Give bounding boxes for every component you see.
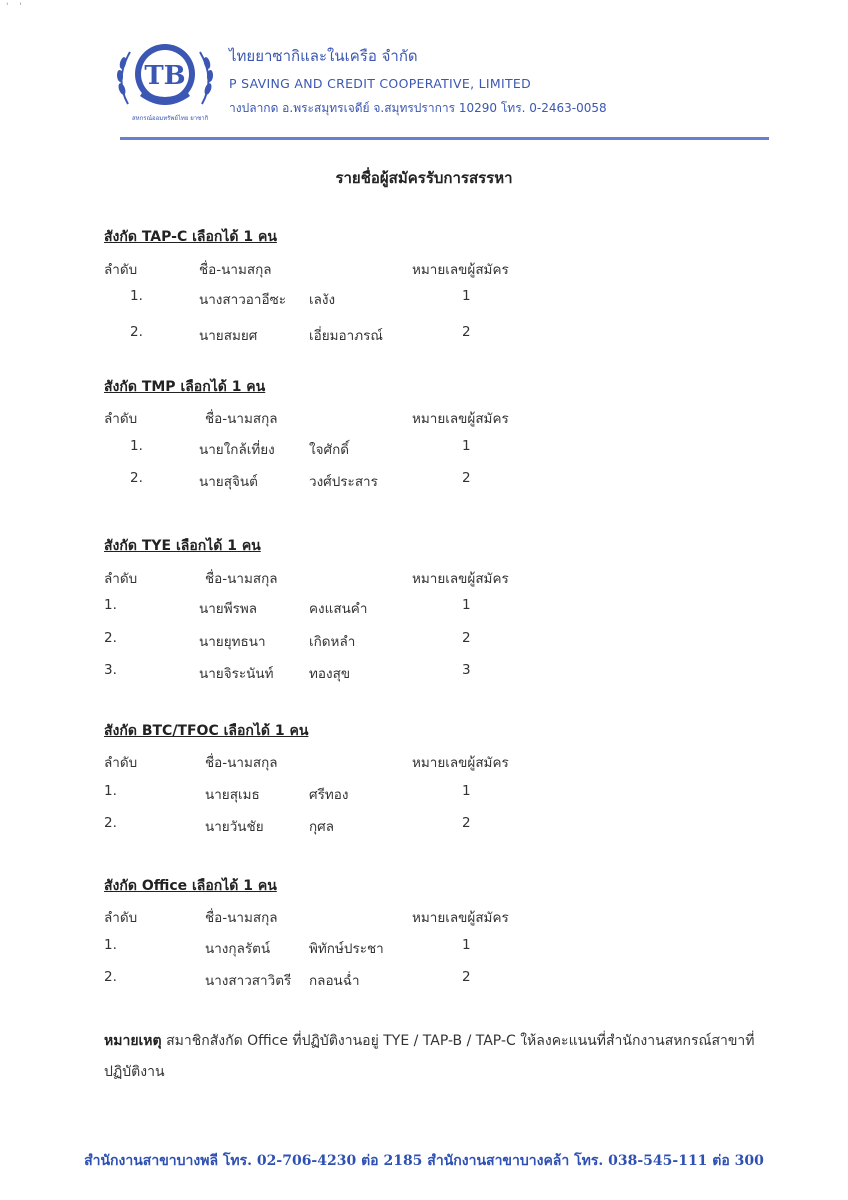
column-header-number: หมายเลขผู้สมัคร — [412, 755, 509, 771]
column-header-index: ลำดับ — [104, 411, 138, 427]
row-first-name: นายสุจินต์ — [199, 474, 258, 490]
row-index: 1. — [104, 783, 117, 799]
scan-artifact: ' ' — [6, 2, 26, 12]
section-title: สังกัด Office เลือกได้ 1 คน — [104, 878, 277, 894]
section-title: สังกัด TAP-C เลือกได้ 1 คน — [104, 229, 277, 245]
row-index: 2. — [130, 324, 143, 340]
column-header-name: ชื่อ-นามสกุล — [205, 411, 278, 427]
row-last-name: ใจศักดิ์ — [309, 442, 350, 458]
column-header-index: ลำดับ — [104, 755, 138, 771]
row-first-name: นางสาวอาอีซะ — [199, 292, 287, 308]
row-candidate-number: 1 — [462, 783, 471, 799]
remark-label: หมายเหตุ — [104, 1033, 162, 1049]
column-header-number: หมายเลขผู้สมัคร — [412, 411, 509, 427]
row-first-name: นายยุทธนา — [199, 634, 266, 650]
row-candidate-number: 2 — [462, 324, 471, 340]
row-last-name: พิทักษ์ประชา — [309, 941, 384, 957]
row-index: 2. — [104, 630, 117, 646]
row-last-name: คงแสนคำ — [309, 601, 368, 617]
svg-text:TB: TB — [144, 61, 186, 91]
section-title: สังกัด TMP เลือกได้ 1 คน — [104, 379, 266, 395]
row-last-name: กุศล — [309, 819, 335, 835]
column-header-name: ชื่อ-นามสกุล — [205, 755, 278, 771]
document-title: รายชื่อผู้สมัครรับการสรรหา — [335, 169, 513, 187]
row-last-name: วงศ์ประสาร — [309, 474, 378, 490]
row-candidate-number: 1 — [462, 597, 471, 613]
remark-text: สมาชิกสังกัด Office ที่ปฏิบัติงานอยู่ TYE / TAP-B / TAP-C ให้ลงคะแนนที่สำนักงานสหกรณ์สาขาที่ปฏิบัติงาน — [104, 1033, 755, 1080]
row-index: 1. — [130, 288, 143, 304]
row-first-name: นายสมยศ — [199, 328, 258, 344]
row-candidate-number: 2 — [462, 470, 471, 486]
row-candidate-number: 2 — [462, 815, 471, 831]
section-title: สังกัด BTC/TFOC เลือกได้ 1 คน — [104, 723, 309, 739]
row-index: 1. — [104, 937, 117, 953]
row-index: 2. — [104, 815, 117, 831]
row-last-name: ทองสุข — [309, 666, 351, 682]
column-header-name: ชื่อ-นามสกุล — [205, 910, 278, 926]
row-first-name: นายใกล้เที่ยง — [199, 442, 275, 458]
row-first-name: นางกุลรัตน์ — [205, 941, 271, 957]
column-header-index: ลำดับ — [104, 571, 138, 587]
row-last-name: ศรีทอง — [309, 787, 349, 803]
svg-text:สหกรณ์ออมทรัพย์ไทย ยาซากิ: สหกรณ์ออมทรัพย์ไทย ยาซากิ — [132, 115, 209, 122]
row-first-name: นายพีรพล — [199, 601, 258, 617]
row-index: 1. — [130, 438, 143, 454]
column-header-name: ชื่อ-นามสกุล — [199, 262, 272, 278]
branch-contact-footer: สำนักงานสาขาบางพลี โทร. 02-706-4230 ต่อ 2185 สำนักงานสาขาบางคล้า โทร. 038-545-111 ต่อ 300 — [84, 1153, 764, 1169]
row-first-name: นายจิระนันท์ — [199, 666, 274, 682]
column-header-name: ชื่อ-นามสกุล — [205, 571, 278, 587]
column-header-number: หมายเลขผู้สมัคร — [412, 262, 509, 278]
section-title: สังกัด TYE เลือกได้ 1 คน — [104, 538, 261, 554]
cooperative-address: างปลากด อ.พระสมุทรเจดีย์ จ.สมุทรปราการ 10290 โทร. 0-2463-0058 — [229, 101, 607, 115]
remark-paragraph — [104, 1026, 764, 1088]
row-last-name: กลอนฉ่ำ — [309, 973, 360, 989]
column-header-number: หมายเลขผู้สมัคร — [412, 910, 509, 926]
row-candidate-number: 1 — [462, 937, 471, 953]
row-first-name: นายสุเมธ — [205, 787, 260, 803]
row-candidate-number: 3 — [462, 662, 471, 678]
row-candidate-number: 2 — [462, 630, 471, 646]
row-last-name: เกิดหลำ — [309, 634, 356, 650]
cooperative-name-thai: ไทยยาซากิและในเครือ จำกัด — [229, 47, 418, 65]
row-candidate-number: 1 — [462, 438, 471, 454]
column-header-index: ลำดับ — [104, 910, 138, 926]
row-index: 2. — [104, 969, 117, 985]
row-first-name: นายวันชัย — [205, 819, 264, 835]
row-index: 1. — [104, 597, 117, 613]
row-first-name: นางสาวสาวิตรี — [205, 973, 292, 989]
cooperative-name-english: P SAVING AND CREDIT COOPERATIVE, LIMITED — [229, 76, 532, 91]
row-index: 3. — [104, 662, 117, 678]
header-divider — [120, 137, 769, 140]
row-last-name: เอี่ยมอาภรณ์ — [309, 328, 383, 344]
cooperative-logo — [110, 34, 220, 124]
row-candidate-number: 2 — [462, 969, 471, 985]
row-index: 2. — [130, 470, 143, 486]
row-candidate-number: 1 — [462, 288, 471, 304]
row-last-name: เลงัง — [309, 292, 336, 308]
column-header-index: ลำดับ — [104, 262, 138, 278]
column-header-number: หมายเลขผู้สมัคร — [412, 571, 509, 587]
